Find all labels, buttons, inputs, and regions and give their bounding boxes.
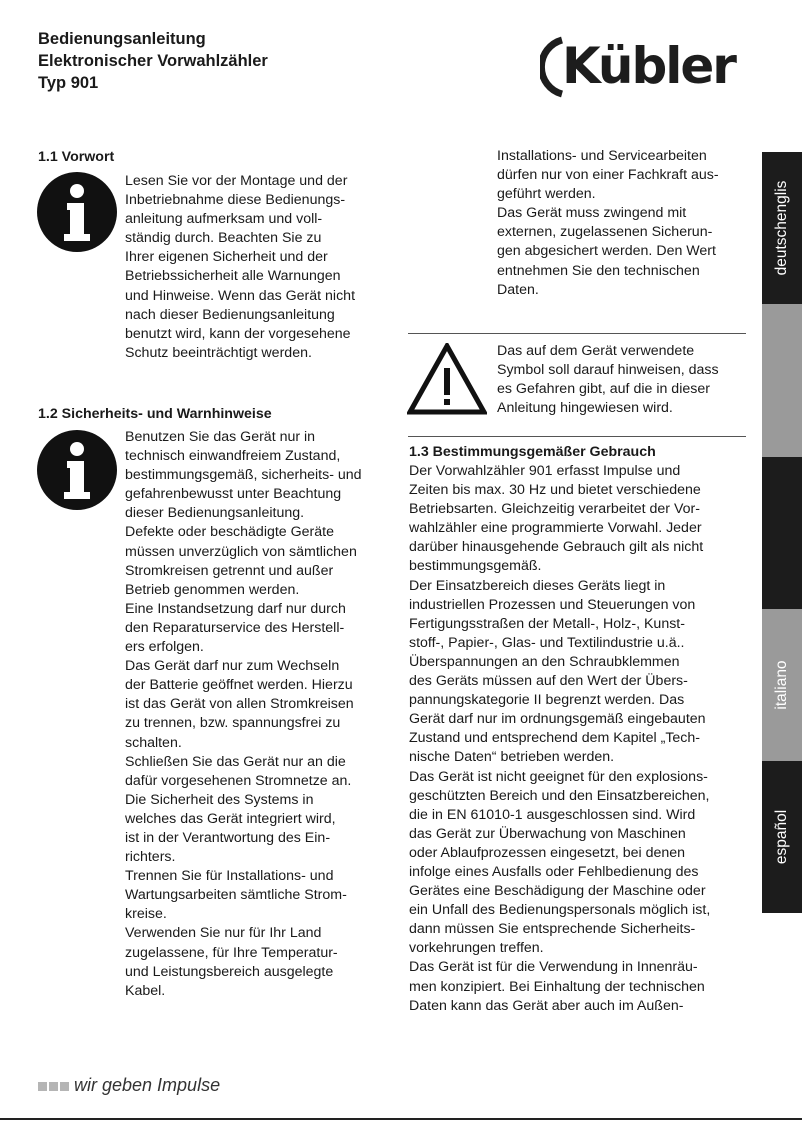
text-line: und Leistungsbereich ausgelegte: [125, 963, 334, 980]
section-1-2-text: [125, 428, 362, 1001]
section-heading: 1.2 Sicherheits- und Warnhinweise: [38, 406, 272, 422]
text-line: ist in der Verantwortung des Ein-: [125, 829, 331, 846]
bottom-rule: [0, 1118, 802, 1120]
text-line: geführt werden.: [497, 186, 596, 203]
text-line: Verwenden Sie nur für Ihr Land: [125, 925, 322, 942]
text-line: Das Gerät ist für die Verwendung in Innenräu-: [409, 959, 698, 976]
text-line: des Geräts müssen auf den Wert der Übers-: [409, 673, 688, 690]
section-1-3-text: [409, 462, 710, 1016]
text-line: es Gefahren gibt, auf die in dieser: [497, 381, 710, 398]
tab-espanol[interactable]: [762, 761, 802, 913]
text-line: Symbol soll darauf hinweisen, dass: [497, 362, 719, 379]
text-line: Der Einsatzbereich dieses Geräts liegt in: [409, 577, 666, 594]
warning-text: [497, 342, 719, 418]
text-line: das Gerät zur Überwachung von Maschinen: [409, 825, 686, 842]
text-line: wahlzähler eine programmierte Vorwahl. Jeder: [409, 520, 702, 537]
text-line: Inbetriebnahme diese Bedienungs-: [125, 192, 346, 209]
text-line: bestimmungsgemäß, sicherheits- und: [125, 467, 362, 484]
text-line: gefahrenbewusst unter Beachtung: [125, 486, 342, 503]
tab-italiano[interactable]: [762, 609, 802, 761]
text-line: nische Daten“ betrieben werden.: [409, 749, 615, 766]
text-line: dafür vorgesehenen Stromnetze an.: [125, 772, 352, 789]
text-line: Zustand und entsprechend dem Kapitel „Tech-: [409, 730, 701, 747]
text-line: dann müssen Sie entsprechende Sicherheits-: [409, 921, 696, 938]
installation-text: [497, 147, 719, 300]
text-line: benutzt wird, kann der vorgesehene: [125, 325, 351, 342]
text-line: Ihrer eigenen Sicherheit und der: [125, 249, 328, 266]
text-line: zu trennen, bzw. spannungsfrei zu: [125, 715, 341, 732]
tab-label: italiano: [773, 660, 790, 710]
section-heading: 1.1 Vorwort: [38, 149, 115, 165]
tab-deutsch-english[interactable]: [762, 152, 802, 304]
tab-label: español: [773, 809, 790, 865]
text-line: industriellen Prozessen und Steuerungen von: [409, 596, 696, 613]
divider: [408, 333, 746, 334]
title-line: Elektronischer Vorwahlzähler: [38, 52, 268, 70]
text-line: Daten kann das Gerät aber auch im Außen-: [409, 997, 684, 1014]
document-title: [38, 28, 268, 94]
footer-square: [60, 1082, 69, 1091]
tab-label: deutschenglis: [773, 180, 790, 276]
text-line: Anleitung hingewiesen wird.: [497, 400, 673, 417]
text-line: externen, zugelassenen Sicherun-: [497, 224, 713, 241]
footer-square: [49, 1082, 58, 1091]
text-line: nach dieser Bedienungsanleitung: [125, 306, 335, 323]
text-line: Defekte oder beschädigte Geräte: [125, 524, 335, 541]
text-line: Eine Instandsetzung darf nur durch: [125, 600, 346, 617]
text-line: Gerätes eine Beschädigung der Maschine oder: [409, 883, 706, 900]
footer-slogan: [38, 1075, 220, 1096]
text-line: kreise.: [125, 906, 167, 923]
text-line: stoff-, Papier-, Glas- und Textilindustrie u.ä..: [409, 634, 685, 651]
text-line: pannungskategorie II begrenzt werden. Das: [409, 692, 685, 709]
text-line: Wartungsarbeiten sämtliche Strom-: [125, 887, 347, 904]
info-icon: [37, 430, 117, 510]
text-line: Das Gerät ist nicht geeignet für den explosions-: [409, 768, 708, 785]
footer-square: [38, 1082, 47, 1091]
text-line: welches das Gerät integriert wird,: [125, 810, 336, 827]
text-line: Zeiten bis max. 30 Hz und bietet verschiedene: [409, 482, 701, 499]
logo-text: Kübler: [562, 37, 735, 95]
slogan-text: wir geben Impulse: [74, 1075, 221, 1095]
tab-language-2[interactable]: [762, 304, 802, 457]
text-line: anleitung aufmerksam und voll-: [125, 211, 323, 228]
text-line: men konzipiert. Bei Einhaltung der technischen: [409, 978, 705, 995]
section-heading: 1.3 Bestimmungsgemäßer Gebrauch: [409, 444, 656, 460]
text-line: ers erfolgen.: [125, 639, 204, 656]
text-line: dürfen nur von einer Fachkraft aus-: [497, 167, 719, 184]
text-line: Überspannungen an den Schraubklemmen: [409, 653, 680, 670]
text-line: Das Gerät muss zwingend mit: [497, 205, 687, 222]
text-line: Benutzen Sie das Gerät nur in: [125, 429, 316, 445]
text-line: Schließen Sie das Gerät nur an die: [125, 753, 346, 770]
info-icon: [37, 172, 117, 252]
text-line: Lesen Sie vor der Montage und der: [125, 173, 348, 189]
text-line: technisch einwandfreiem Zustand,: [125, 448, 341, 465]
text-line: Der Vorwahlzähler 901 erfasst Impulse und: [409, 463, 681, 479]
title-line: Typ 901: [38, 74, 99, 92]
text-line: ständig durch. Beachten Sie zu: [125, 230, 322, 247]
text-line: müssen unverzüglich von sämtlichen: [125, 543, 357, 560]
text-line: Installations- und Servicearbeiten: [497, 148, 707, 164]
text-line: schalten.: [125, 734, 182, 751]
text-line: darüber hinausgehende Gebrauch gilt als nicht: [409, 539, 704, 556]
text-line: dieser Bedienungsanleitung.: [125, 505, 305, 522]
text-line: gen abgesichert werden. Den Wert: [497, 243, 716, 260]
text-line: zugelassene, für Ihre Temperatur-: [125, 944, 338, 961]
text-line: bestimmungsgemäß.: [409, 558, 542, 575]
text-line: Schutz beeinträchtigt werden.: [125, 344, 312, 361]
text-line: Die Sicherheit des Systems in: [125, 791, 314, 808]
text-line: Gerät darf nur im ordnungsgemäß eingebauten: [409, 711, 706, 728]
text-line: oder Ablaufprozessen eingesetzt, bei denen: [409, 844, 686, 861]
kuebler-logo: [540, 34, 765, 96]
divider: [408, 436, 746, 437]
text-line: die in EN 61010-1 ausgeschlossen sind. Wird: [409, 806, 696, 823]
text-line: Kabel.: [125, 982, 166, 999]
text-line: vorkehrungen treffen.: [409, 940, 544, 957]
text-line: und Hinweise. Wenn das Gerät nicht: [125, 287, 356, 304]
text-line: richters.: [125, 849, 176, 866]
text-line: geschützten Bereich und den Einsatzbereichen,: [409, 787, 710, 804]
text-line: Trennen Sie für Installations- und: [125, 868, 334, 885]
text-line: Daten.: [497, 281, 539, 298]
text-line: entnehmen Sie den technischen: [497, 262, 700, 279]
text-line: den Reparaturservice des Herstell-: [125, 619, 345, 636]
text-line: Stromkreisen getrennt und außer: [125, 562, 334, 579]
title-line: Bedienungsanleitung: [38, 30, 206, 48]
warning-triangle-icon: [407, 343, 487, 415]
text-line: Betriebssicherheit alle Warnungen: [125, 268, 341, 285]
section-1-1-text: [125, 172, 355, 363]
text-line: infolge eines Ausfalls oder Fehlbedienung des: [409, 863, 699, 880]
text-line: ein Unfall des Bedienungspersonals möglich ist,: [409, 902, 711, 919]
tab-language-3[interactable]: [762, 457, 802, 609]
text-line: Das Gerät darf nur zum Wechseln: [125, 658, 340, 675]
text-line: Das auf dem Gerät verwendete: [497, 343, 695, 359]
text-line: Betrieb genommen werden.: [125, 581, 300, 598]
text-line: der Batterie geöffnet werden. Hierzu: [125, 677, 353, 694]
text-line: Fertigungsstraßen der Metall-, Holz-, Kunst-: [409, 615, 685, 632]
text-line: Betriebsarten. Gleichzeitig verarbeitet der Vor-: [409, 501, 700, 518]
text-line: ist das Gerät von allen Stromkreisen: [125, 696, 354, 713]
